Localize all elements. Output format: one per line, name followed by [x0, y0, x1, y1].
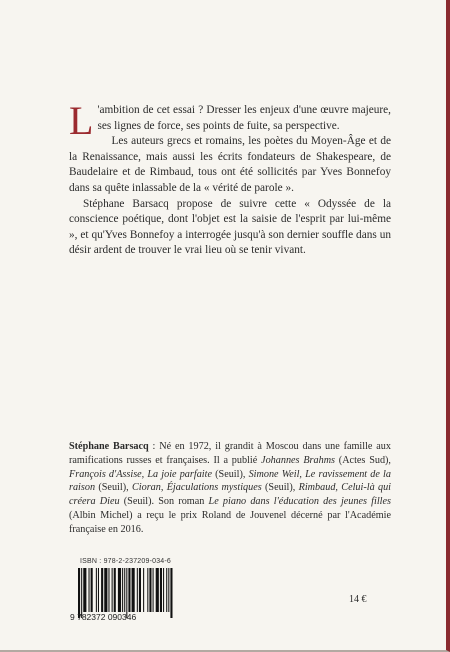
barcode-bar [91, 568, 93, 612]
barcode-bar [122, 568, 123, 612]
price: 14 € [349, 594, 367, 605]
blurb-paragraph-2: Les auteurs grecs et romains, les poètes du Moyen-Âge et de la Renaissance, mais aussi les écrits fondateurs de Shakespeare, de Baudelaire et de Rimbaud, tous ont été sollicités par Yves Bonnefoy dans sa quête inlassable de la « vérité de parole ». [69, 135, 391, 194]
barcode-bar [98, 568, 99, 612]
barcode-bar [143, 568, 144, 612]
bio-text-5: (Seuil), [261, 482, 299, 494]
bio-text-6: (Seuil). Son roman [119, 496, 209, 508]
barcode-bar [139, 568, 141, 612]
blurb-paragraph-3: Stéphane Barsacq propose de suivre cette « Odyssée de la conscience poétique, dont l'objet est la saisie de l'esprit par lui-même », et qu'Yves Bonnefoy a interrogée jusqu'à son dernier souffle dans un désir ardent de trouver le vrai lieu où se tenir vivant. [69, 197, 391, 257]
blurb-paragraph-1 [69, 98, 391, 143]
barcode-digits: 9 782372 090346 [70, 612, 137, 622]
barcode-bar [149, 568, 151, 612]
barcode-bar [83, 568, 86, 612]
isbn-label: ISBN : 978-2-237209-034-6 [80, 558, 171, 565]
bio-text-3: (Seuil), [211, 468, 249, 480]
barcode-bar [81, 568, 82, 618]
barcode-bar [170, 568, 172, 618]
bio-text-4: (Seuil), [95, 482, 132, 494]
barcode-bar [160, 568, 162, 612]
book-title-3: Simone Weil, Le ravissement de la raison [69, 468, 391, 494]
barcode-bar [166, 568, 167, 612]
barcode-bar [101, 568, 103, 612]
barcode-bar [137, 568, 138, 612]
barcode-bar [132, 568, 135, 612]
barcode-bar [156, 568, 159, 612]
barcode-bar [108, 568, 109, 612]
barcode-bar [104, 568, 107, 612]
barcode-bar [89, 568, 90, 612]
bio-text-2: (Actes Sud), [335, 454, 391, 466]
barcode-bar [118, 568, 121, 612]
barcode-bar [163, 568, 164, 612]
bio-text-1: : Né en 1972, il grandit à Moscou dans une famille aux ramifications russes et françaises. Il a publié [69, 441, 391, 466]
bio-text-7: (Albin Michel) a reçu le prix Roland de Jouvenel décerné par l'Académie française en 2016. [69, 509, 391, 535]
blurb-paragraph-1-text: 'ambition de cet essai ? Dresser les enjeux d'une œuvre majeure, ses lignes de force, ses points de fuite, sa perspective. [97, 104, 391, 132]
book-title-4: Cioran, Éjaculations mystiques [131, 482, 262, 494]
book-title-2: François d'Assise, La joie parfaite [69, 468, 212, 480]
barcode-bar [128, 568, 130, 612]
barcode-bar [153, 568, 154, 612]
author-bio [69, 440, 391, 537]
blurb [69, 98, 391, 259]
barcode-icon [78, 568, 208, 618]
book-title-5: Rimbaud, Celui-là qui créera Dieu [69, 482, 391, 508]
author-name: Stéphane Barsacq [69, 441, 149, 452]
barcode-bar [126, 568, 127, 618]
book-title-6: Le piano dans l'éducation des jeunes filles [208, 496, 391, 508]
barcode-bar [96, 568, 97, 612]
drop-cap: L [69, 98, 94, 143]
barcode-bar [147, 568, 148, 612]
barcode-bar [168, 568, 169, 612]
barcode-bar [114, 568, 116, 612]
barcode-bar [124, 568, 125, 612]
barcode-bar [78, 568, 80, 618]
book-title-1: Johannes Brahms [261, 454, 336, 466]
barcode-bar [112, 568, 113, 612]
